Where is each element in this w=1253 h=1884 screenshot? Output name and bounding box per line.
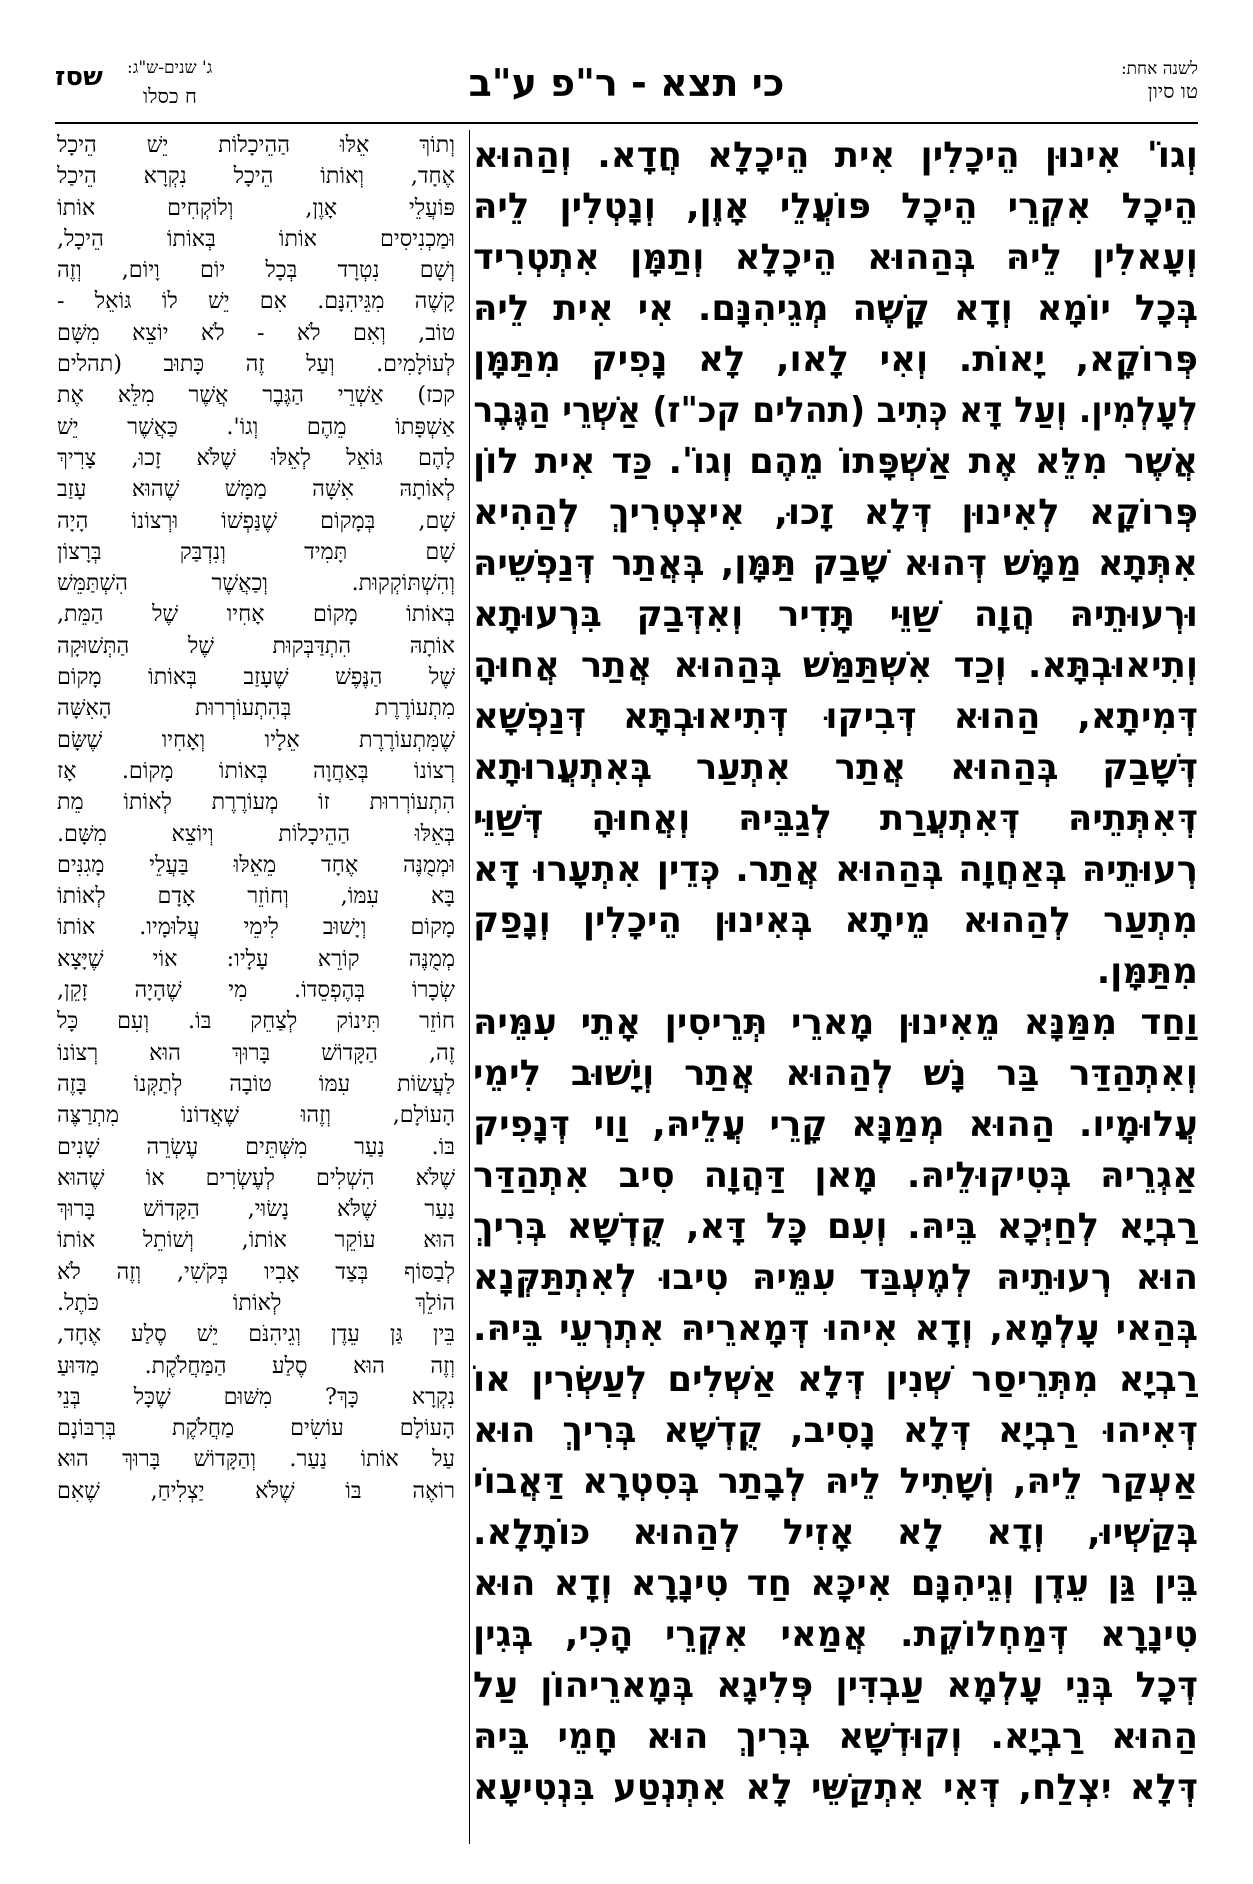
text-line: עֲלוּמָיו. הַהוּא מְמַנָּא קָרֵי עֲלֵיהּ, וַוי דְּנָפִיק [473,1104,1198,1145]
text-line: דְּלָא יִצְלַח, דְּאִי אִתְקַשֵּׁי לָא אִתְנְטַע בִּנְטִיעָא [473,1767,1198,1808]
text-line: וַחַד מִמַּנָּא מֵאִינוּן מָארֵי תְּרֵיסִין אָתֵי עִמֵּיהּ [473,1002,1198,1043]
text-line: הָעוֹלָם עוֹשִׂים מַחֲלֹקֶת בְּרִבּוֹנָם [57,1415,455,1442]
text-line: בְּהַאי עָלְמָא, וְדָא אִיהוּ דְּמָארֵיהּ אִתְרְעֵי בֵּיהּ. [473,1308,1198,1349]
text-line: קכז) אַשְׁרֵי הַגֶּבֶר אֲשֶׁר מִלֵּא אֶת [57,382,455,409]
header-schedule-label-three-years: ג' שנים-ש"ג: [127,58,213,78]
page-title: כי תצא - ר"פ ע"ב [468,61,785,105]
text-line: בְּאוֹתוֹ מָקוֹם אָחִיו שֶׁל הַמֵּת, [57,601,455,628]
aramaic-text-column [473,130,1198,1850]
text-line: טִינָרָא דְּמַחְלוֹקֶת. אֲמַאי אִקְרֵי הָכִי, בְּגִין [473,1614,1198,1655]
text-line: רַבְיָא לְחַיְּכָא בֵּיהּ. וְעִם כָּל דָּא, קֻדְשָׁא בְּרִיךְ [473,1206,1198,1247]
header-schedule-label-one-year: לשנה אחת: [1120,59,1198,79]
page-number: שסז [55,62,103,92]
text-line: אֲשֶׁר מִלֵּא אֶת אַשְׁפָּתוֹ מֵהֶם וְגוֹ'. כַּד אִית לוֹן [473,441,1198,482]
text-line: רַבְיָא מִתְּרֵיסַר שְׁנִין דְּלָא אַשְׁלִים לְעַשְׂרִין אוֹ [473,1359,1198,1400]
text-line: עַל אוֹתוֹ נַעַר. וְהַקָּדוֹשׁ בָּרוּךְ הוּא [57,1446,455,1473]
text-line: חוֹזֵר תִּינוֹק לְצַחֵק בּוֹ. וְעִם כָּל [57,1008,455,1035]
text-line: בָּא עִמּוֹ, וְחוֹזֵר אָדָם לְאוֹתוֹ [57,883,455,910]
text-line: הֵיכָל אִקְרֵי הֵיכָל פּוֹעֲלֵי אָוֶן, וְנָטְלִין לֵיהּ [473,186,1198,227]
text-line: הָעוֹלָם, וְזֶהוּ שֶׁאֲדוֹנוֹ מִתְרַצֶּה [57,1102,455,1129]
text-line: מְמֻנֶּה קוֹרֵא עָלָיו: אוֹי שֶׁיָּצָא [57,945,455,972]
text-line: בֵּין גַּן עֵדֶן וְגֵיהִנֹּם יֵשׁ סֶלַע אֶחָד, [57,1321,455,1348]
text-line: בְּאֵלּוּ הַהֵיכָלוֹת וְיוֹצֵא מִשָּׁם. [57,820,455,847]
text-line: הוּא רְעוּתֵיהּ לְמֶעְבַּד עִמֵּיהּ טִיבוּ לְאִתְתַּקְּנָא [473,1257,1198,1298]
text-line: דְּכָל בְּנֵי עָלְמָא עַבְדִּין פְּלִיגָא בְּמָארֵיהוֹן עַל [473,1665,1198,1706]
page-header [55,58,1198,122]
header-date-three-years-value: ח כסלו [143,84,197,108]
text-line: נִקְרָא כָּךְ? מִשּׁוּם שֶׁכָּל בְּנֵי [57,1383,455,1410]
text-line: וּרְעוּתֵיהּ הֲוָה שַׁוֵּי תָּדִיר וְאִדְּבַק בִּרְעוּתָא [473,594,1198,635]
text-line: הוּא עוֹקֵר אוֹתוֹ, וְשׁוֹתֵל אוֹתוֹ [57,1227,455,1254]
text-line: בְּכָל יוֹמָא וְדָא קָשֶׁה מְגֵיהִנָּם. אִי אִית לֵיהּ [473,288,1198,329]
text-line: מִתְעוֹרֶרֶת בְּהִתְעוֹרְרוּת הָאִשָּׁה [57,695,455,722]
text-line: פּוֹעֲלֵי אָוֶן, וְלוֹקְחִים אוֹתוֹ [57,194,455,221]
column-divider [469,130,470,1844]
text-line: אִתְּתָא מַמָּשׁ דְּהוּא שָׁבַק תַּמָּן, בְּאֲתַר דְּנַפְשֵׁיהּ [473,543,1198,584]
text-line: הַהוּא רַבְיָא. וְקוּדְשָׁא בְּרִיךְ הוּא חָמֵי בֵּיהּ [473,1716,1198,1757]
text-line: אֶחָד, וְאוֹתוֹ הֵיכָל נִקְרָא הֵיכַל [57,163,455,190]
text-line: לַעֲשׂוֹת עִמּוֹ טוֹבָה לְתַקְּנוֹ בָּזֶה [57,1070,455,1097]
text-line: שָׁם תָּמִיד וְנִדְבַּק בְּרָצוֹן [57,538,455,565]
text-line: שֶׁמִּתְעוֹרֶרֶת אֵלָיו וְאָחִיו שֶׁשָּׂם [57,726,455,753]
text-line: בּוֹ. נַעַר מִשְּׁתֵּים עֶשְׂרֵה שָׁנִים [57,1133,455,1160]
hebrew-translation-column [57,130,455,1850]
text-line: טוֹב, וְאִם לֹא - לֹא יוֹצֵא מִשָּׁם [57,319,455,346]
text-line: הוֹלֵךְ לְאוֹתוֹ כֹּתֶל. [57,1289,455,1316]
text-line: בֵּין גַּן עֵדֶן וְגֵיהִנָּם אִיכָּא חַד טִינָרָא וְדָא הוּא [473,1563,1198,1604]
text-line: אַגְרֵיהּ בְּטִיקוּלֵיהּ. מָאן דַּהֲוָה סִיב אִתְהַדַּר [473,1155,1198,1196]
text-line: דְּאִתְּתֵיהּ דְּאִתְעֲרַת לְגַבֵּיהּ וְאֲחוּהָ דְּשַׁוֵּי [473,798,1198,839]
text-line: לְבַסּוֹף בְּצַד אָבִיו בְּקֹשִׁי, וְזֶה לֹא [57,1258,455,1285]
header-date-one-year-value: טו סיון [1147,79,1198,103]
text-line: וְאִתְהַדַּר בַּר נָשׁ לְהַהוּא אֲתַר וְיָשׁוּב לִימֵי [473,1053,1198,1094]
text-line: הִתְעוֹרְרוּת זוֹ מְעוֹרֶרֶת לְאוֹתוֹ מֵת [57,789,455,816]
text-line: וְהִשְׁתּוֹקְקוּת. וְכַאֲשֶׁר הִשְׁתַּמֵּשׁ [57,570,455,597]
text-line: דְּשָׁבַק בְּהַהוּא אֲתַר אִתְעַר בְּאִתְעֲרוּתָא [473,747,1198,788]
text-line: פְּרוֹקָא לְאִינוּן דְּלָא זָכוּ, אִיצְטְרִיךְ לְהַהִיא [473,492,1198,533]
text-line: שֶׁל הַנֶּפֶשׁ שֶׁעָזַב בְּאוֹתוֹ מָקוֹם [57,664,455,691]
text-line: וְשָׁם נִטְרָד בְּכָל יוֹם וָיוֹם, וְזֶה [57,257,455,284]
text-line: רוֹאֶה בּוֹ שֶׁלֹּא יַצְלִיחַ, שֶׁאִם [57,1477,455,1504]
text-line: רְעוּתֵיהּ בְּאַחֲוָה בְּהַהוּא אֲתַר. כְּדֵין אִתְעָרוּ דָּא [473,849,1198,890]
text-line: לְאוֹתָהּ אִשָּׁה מַמָּשׁ שֶׁהוּא עָזַב [57,476,455,503]
text-line: וּמַכְנִיסִים אוֹתוֹ בְּאוֹתוֹ הֵיכָל, [57,225,455,252]
text-line: בְּקַשְׁיוּ, וְדָא לָא אָזִיל לְהַהוּא כּוֹתָלָא. [473,1512,1198,1553]
header-date-three-years [55,58,295,118]
text-line: אַשְׁפָּתוֹ מֵהֶם וְגוֹ'. כַּאֲשֶׁר יֵשׁ [57,413,455,440]
text-line: פְּרוֹקָא, יָאוֹת. וְאִי לָאו, לָא נָפִיק מִתַּמָּן [473,339,1198,380]
text-line: מָקוֹם וְיָשׁוּב לִימֵי עֲלוּמָיו. אוֹתוֹ [57,914,455,941]
text-line: נַעַר שֶׁלֹּא נָשׂוּי, הַקָּדוֹשׁ בָּרוּךְ [57,1196,455,1223]
text-line: וְתִיאוּבְתָּא. וְכַד אִשְׁתַּמַּשׁ בְּהַהוּא אֲתַר אֲחוּהָ [473,645,1198,686]
text-line: זֶה, הַקָּדוֹשׁ בָּרוּךְ הוּא רְצוֹנוֹ [57,1039,455,1066]
text-line: וְתוֹךְ אֵלּוּ הַהֵיכָלוֹת יֵשׁ הֵיכָל [57,132,455,158]
text-line: לְעוֹלָמִים. וְעַל זֶה כָּתוּב (תהלים [57,351,455,378]
text-line: וּמְמֻנֶּה אֶחָד מֵאֵלּוּ בַּעֲלֵי מָגִנִּים [57,851,455,878]
text-line: וְזֶה הוּא סֶלַע הַמַּחֲלֹקֶת. מַדּוּעַ [57,1352,455,1379]
header-divider [55,122,1198,124]
text-line: קָשֶׁה מִגֵּיהִנָּם. אִם יֵשׁ לוֹ גּוֹאֵל - [57,288,455,315]
text-line: וְעָאלִין לֵיהּ בְּהַהוּא הֵיכָלָא וְתַמָּן אִתְטְרִיד [473,237,1198,278]
text-line: שָׁם, בְּמָקוֹם שֶׁנַּפְשׁוֹ וּרְצוֹנוֹ הָיָה [57,507,455,534]
text-line: רְצוֹנוֹ בְּאַחֲוָה בְּאוֹתוֹ מָקוֹם. אָז [57,757,455,784]
text-line: דְּאִיהוּ רַבְיָא דְּלָא נָסִיב, קֻדְשָׁא בְּרִיךְ הוּא [473,1410,1198,1451]
text-line: מִתַּמָּן. [1096,951,1198,992]
text-line: אַעְקַר לֵיהּ, וְשָׁתִיל לֵיהּ לְבָתַר בְּסִטְרָא דַּאֲבוֹי [473,1461,1198,1502]
text-line: שֶׁלֹּא הִשְׁלִים לְעֶשְׂרִים אוֹ שֶׁהוּא [57,1164,455,1191]
text-line: דְּמִיתָא, הַהוּא דְּבִיקוּ דְּתִיאוּבְתָּא דְּנַפְשָׁא [473,696,1198,737]
text-line: וְגוֹ' אִינוּן הֵיכָלִין אִית הֵיכָלָא חֲדָא. וְהַהוּא [473,135,1198,176]
text-line: שְׂכָרוֹ בְּהֶפְסֵדוֹ. מִי שֶׁהָיָה זָקֵן, [57,977,455,1004]
text-line: אוֹתָהּ הִתְדַּבְּקוּת שֶׁל הַתְּשׁוּקָה [57,632,455,659]
text-line: מִתְעַר לְהַהוּא מֵיתָא בְּאִינוּן הֵיכָלִין וְנָפַק [473,900,1198,941]
text-line: לָהֶם גּוֹאֵל לְאֵלּוּ שֶׁלֹּא זָכוּ, צָרִיךְ [57,444,455,471]
text-line: לְעָלְמִין. וְעַל דָּא כְּתִיב (תהלים קכ"ז) אַשְׁרֵי הַגֶּבֶר [473,390,1198,431]
